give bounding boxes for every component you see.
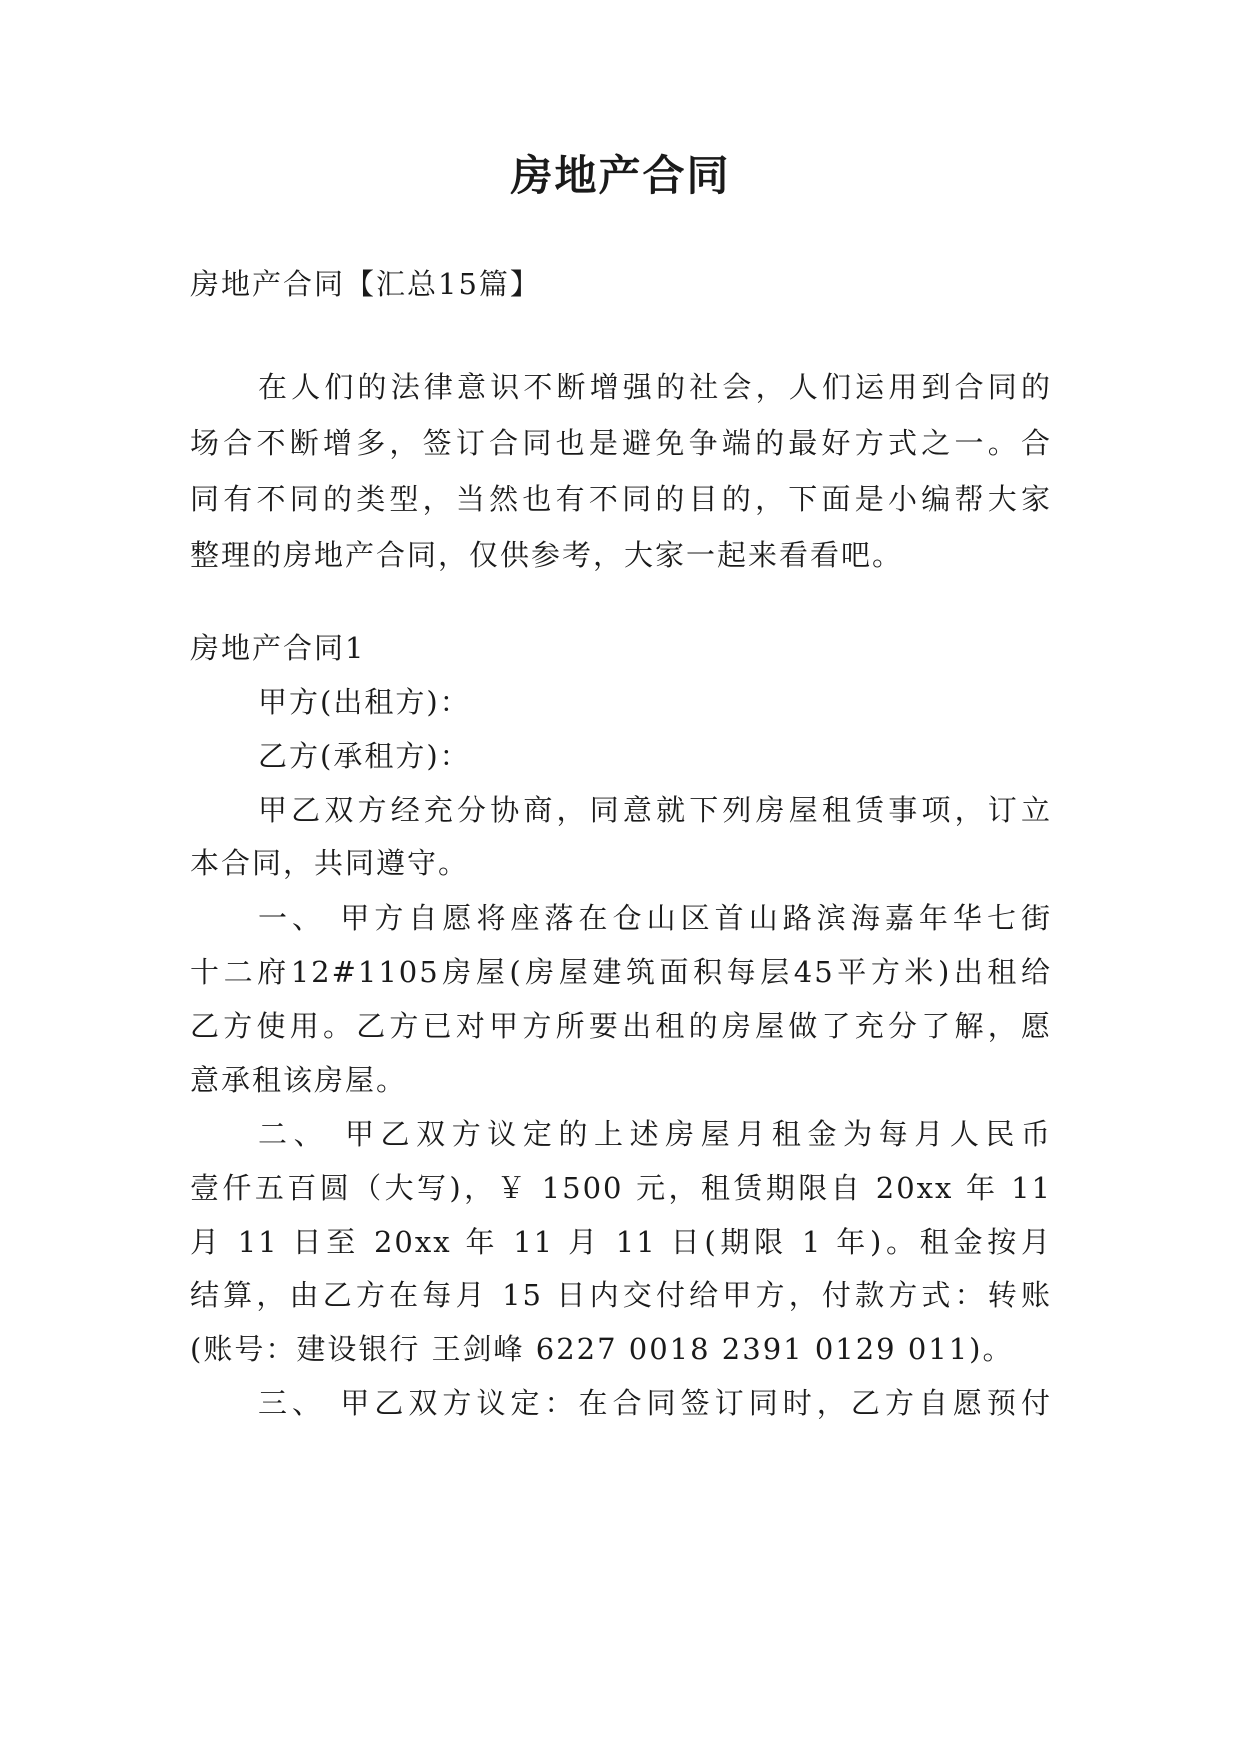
clause-1-line: 意承租该房屋。 [190, 1063, 408, 1097]
clause-2-line: 月 11 日至 20xx 年 11 月 11 日(期限 1 年)。租金按月 [190, 1225, 1052, 1259]
section-heading: 房地产合同1 [190, 631, 366, 665]
clause-2-line: 二、 甲乙双方议定的上述房屋月租金为每月人民币 [258, 1117, 1052, 1151]
clause-2-line: (账号：建设银行 王剑峰 6227 0018 2391 0129 011)。 [190, 1332, 1014, 1366]
clause-3-line: 三、 甲乙双方议定：在合同签订同时，乙方自愿预付 [258, 1386, 1052, 1420]
preamble-line: 本合同，共同遵守。 [190, 846, 470, 880]
clause-1-line: 乙方使用。乙方已对甲方所要出租的房屋做了充分了解，愿 [190, 1009, 1052, 1043]
clause-1-line: 十二府12#1105房屋(房屋建筑面积每层45平方米)出租给 [190, 955, 1052, 989]
document-subtitle: 房地产合同【汇总15篇】 [190, 267, 541, 301]
clause-1-line: 一、 甲方自愿将座落在仓山区首山路滨海嘉年华七街 [258, 901, 1052, 935]
party-b-label: 乙方(承租方)： [258, 739, 471, 773]
party-a-label: 甲方(出租方)： [258, 685, 471, 719]
intro-line: 在人们的法律意识不断增强的社会，人们运用到合同的 [258, 370, 1052, 404]
intro-line: 整理的房地产合同，仅供参考，大家一起来看看吧。 [190, 538, 904, 572]
clause-2-line: 壹仟五百圆（大写)，￥ 1500 元，租赁期限自 20xx 年 11 [190, 1171, 1052, 1205]
intro-line: 同有不同的类型，当然也有不同的目的，下面是小编帮大家 [190, 482, 1052, 516]
intro-line: 场合不断增多，签订合同也是避免争端的最好方式之一。合 [190, 426, 1052, 460]
preamble-line: 甲乙双方经充分协商，同意就下列房屋租赁事项，订立 [258, 793, 1052, 827]
clause-2-line: 结算，由乙方在每月 15 日内交付给甲方，付款方式：转账 [190, 1278, 1052, 1312]
document-title: 房地产合同 [510, 151, 731, 200]
